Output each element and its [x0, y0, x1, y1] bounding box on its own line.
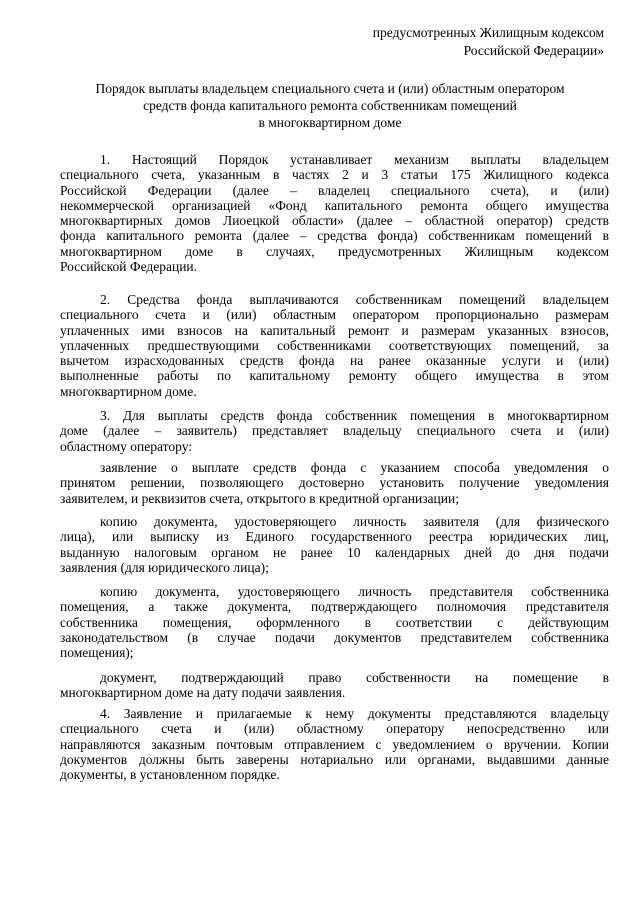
paragraph-2	[60, 292, 609, 399]
text-line: заявления (для юридического лица);	[60, 559, 269, 575]
text-line: областному оператору:	[60, 438, 193, 454]
text-line: 1. Настоящий Порядок устанавливает механизм выплаты владельцем	[100, 152, 609, 167]
text-line: доме (далее – заявитель) представляет владельцу специального счета и (или)	[60, 423, 609, 439]
text-line: многоквартирном доме на дату подачи заявления.	[60, 685, 346, 701]
paragraph-3-item-identity-copy	[60, 514, 609, 575]
text-line: документы, в установленном порядке.	[60, 767, 280, 783]
text-line: 3. Для выплаты средств фонда собственник помещения в многоквартирном	[100, 408, 609, 423]
text-line: Российской Федерации (далее – владелец специального счета), и (или)	[60, 182, 609, 198]
text-line: специального счета и (или) областному оператору непосредственно или	[60, 721, 609, 737]
text-line: фонда капитального ремонта (далее – средства фонда) собственникам помещений в	[60, 228, 609, 244]
header-continuation	[274, 24, 604, 60]
title-line: в многоквартирном доме	[258, 115, 402, 130]
text-line: заявителем, и реквизитов счета, открытого в кредитной организации;	[60, 490, 459, 506]
text-line: уплаченных предшествующими собственниками соответствующих помещений, за	[60, 337, 609, 353]
text-line: вычетом израсходованных средств фонда на ранее оказанные услуги и (или)	[60, 353, 609, 369]
text-line: копию документа, удостоверяющего личность представителя собственника	[100, 584, 609, 599]
text-line: законодательством (в случае подачи документов представителем собственника	[60, 629, 609, 645]
text-line: направляются заказным почтовым отправлением с уведомлением о вручении. Копии	[60, 736, 609, 752]
text-line: многоквартирном доме в случаях, предусмотренных Жилищным кодексом	[60, 243, 609, 259]
paragraph-4	[60, 706, 609, 782]
paragraph-3-item-application	[60, 460, 609, 506]
title-line: Порядок выплаты владельцем специального счета и (или) областным оператором	[95, 81, 565, 96]
text-line: специального счета, указанным в частях 2 и 3 статьи 175 Жилищного кодекса	[60, 167, 609, 183]
text-line: выполненные работы по капитальному ремонту общего имущества в этом	[60, 368, 609, 384]
text-line: копию документа, удостоверяющего личность заявителя (для физического	[100, 514, 609, 529]
text-line: собственника помещения, оформленного в соответствии с действующим	[60, 614, 609, 630]
text-line: уплаченных ими взносов на капитальный ремонт и размерам указанных взносов,	[60, 322, 609, 338]
paragraph-3-item-representative	[60, 584, 609, 660]
text-line: помещения, а также документа, подтверждающего полномочия представителя	[60, 599, 609, 615]
text-line: многоквартирном доме.	[60, 383, 197, 399]
text-line: заявление о выплате средств фонда с указанием способа уведомления о	[100, 460, 609, 475]
text-line: документов должны быть заверены нотариально или органами, выдавшими данные	[60, 751, 609, 767]
text-line: некоммерческой организацией «Фонд капитального ремонта общего имущества	[60, 197, 609, 213]
text-line: многоквартирных домов Лиоецкой области» (далее – областной оператор) средств	[60, 213, 609, 229]
text-line: выданную налоговым органом не ранее 10 календарных дней до дня подачи	[60, 544, 609, 560]
title-line: средств фонда капитального ремонта собственникам помещений	[143, 98, 517, 113]
header-line: предусмотренных Жилищным кодексом	[372, 25, 604, 40]
text-line: Российской Федерации.	[60, 259, 198, 275]
document-title	[60, 80, 600, 131]
text-line: 4. Заявление и прилагаемые к нему документы представляются владельцу	[100, 706, 609, 721]
text-line: принятом решении, позволяющего достоверно установить получение уведомления	[60, 475, 609, 491]
paragraph-1	[60, 152, 609, 274]
text-line: 2. Средства фонда выплачиваются собственникам помещений владельцем	[100, 292, 609, 307]
paragraph-3-item-ownership	[60, 670, 609, 701]
text-line: помещения);	[60, 645, 134, 661]
text-line: специального счета и (или) областным оператором пропорционально размерам	[60, 307, 609, 323]
text-line: документ, подтверждающий право собственности на помещение в	[100, 670, 609, 685]
header-line: Российской Федерации»	[463, 43, 604, 58]
paragraph-3	[60, 408, 609, 454]
text-line: лица), или выписку из Единого государственного реестра юридических лиц,	[60, 529, 609, 545]
